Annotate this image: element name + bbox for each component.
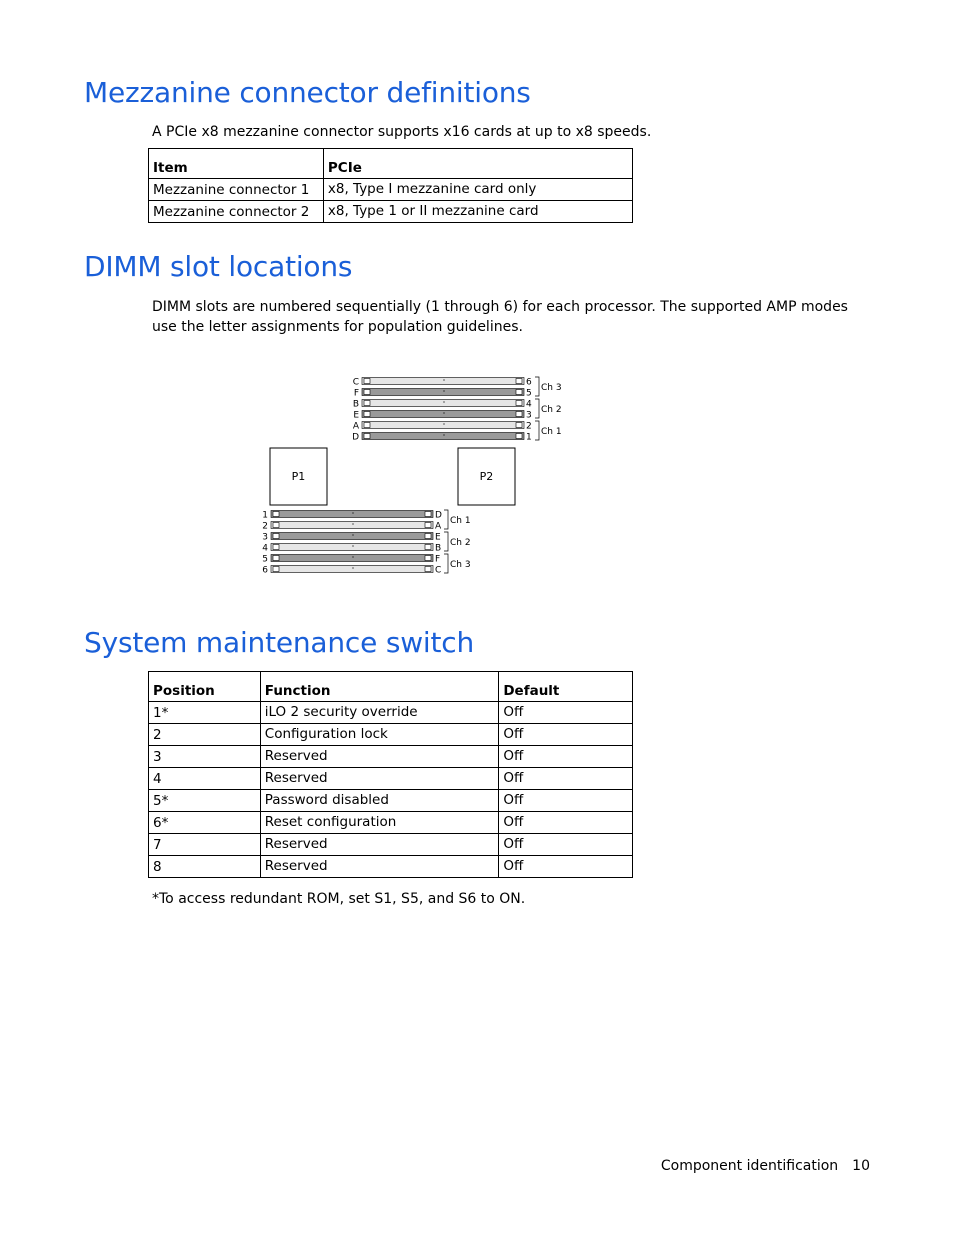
page-number: 10: [852, 1158, 870, 1174]
table-cell: 4: [149, 768, 261, 790]
dimm-intro: DIMM slots are numbered sequentially (1 through 6) for each processor. The supported AMP modes use the letter assignments for population guidelines.: [152, 299, 848, 335]
slot-latch-left: [364, 412, 370, 417]
column-header-function: Function: [260, 672, 499, 702]
switch-table: [148, 671, 633, 878]
dimm-slot: [271, 566, 433, 573]
mezzanine-intro: A PCIe x8 mezzanine connector supports x16 cards at up to x8 speeds.: [152, 124, 652, 140]
slot-latch-left: [364, 390, 370, 395]
column-header-item: Item: [149, 149, 324, 179]
slot-label-left: 6: [262, 565, 268, 576]
slot-label-right: A: [435, 521, 442, 532]
slot-label-right: 2: [526, 421, 532, 432]
channel-label: Ch 1: [541, 427, 562, 437]
slot-latch-left: [273, 556, 279, 561]
slot-label-left: D: [352, 432, 359, 443]
slot-label-left: 5: [262, 554, 268, 565]
dimm-slot: [362, 400, 524, 407]
slot-label-right: D: [435, 510, 442, 521]
dimm-slot-diagram: [255, 370, 585, 580]
slot-label-right: C: [435, 565, 442, 576]
slot-latch-right: [516, 401, 522, 406]
table-cell: Configuration lock: [260, 724, 499, 746]
switch-heading: System maintenance switch: [84, 626, 475, 659]
table-row: [149, 702, 633, 724]
slot-latch-right: [516, 379, 522, 384]
table-cell: 6*: [149, 812, 261, 834]
table-cell: 2: [149, 724, 261, 746]
slot-label-right: E: [435, 532, 441, 543]
dimm-slot: [362, 422, 524, 429]
table-row: [149, 790, 633, 812]
slot-latch-left: [364, 434, 370, 439]
slot-label-left: 1: [262, 510, 268, 521]
dimm-slot: [362, 389, 524, 396]
table-cell: Off: [499, 856, 633, 878]
top-dimm-bank: [352, 377, 562, 443]
dimm-slot: [362, 378, 524, 385]
table-cell: Off: [499, 790, 633, 812]
dimm-slot: [362, 433, 524, 440]
channel-label: Ch 2: [541, 405, 562, 415]
slot-latch-right: [516, 390, 522, 395]
table-row: [149, 856, 633, 878]
slot-label-left: C: [352, 377, 359, 388]
slot-latch-left: [273, 523, 279, 528]
channel-bracket: [535, 421, 539, 440]
dimm-slot: [362, 411, 524, 418]
table-cell: x8, Type I mezzanine card only: [323, 179, 632, 201]
table-header-row: [149, 149, 633, 179]
slot-latch-right: [516, 423, 522, 428]
table-cell: Mezzanine connector 2: [149, 201, 324, 223]
table-row: [149, 812, 633, 834]
table-cell: Off: [499, 768, 633, 790]
dimm-slot: [271, 522, 433, 529]
channel-bracket: [444, 510, 448, 529]
table-row: [149, 724, 633, 746]
table-cell: Off: [499, 702, 633, 724]
table-row: [149, 179, 633, 201]
slot-latch-left: [273, 545, 279, 550]
table-cell: Password disabled: [260, 790, 499, 812]
dimm-heading: DIMM slot locations: [84, 250, 353, 283]
table-cell: 3: [149, 746, 261, 768]
mezzanine-table: [148, 148, 633, 223]
channel-bracket: [535, 377, 539, 396]
table-cell: Mezzanine connector 1: [149, 179, 324, 201]
column-header-pcie: PCIe: [323, 149, 632, 179]
slot-latch-left: [273, 512, 279, 517]
table-cell: 7: [149, 834, 261, 856]
channel-bracket: [535, 399, 539, 418]
slot-latch-left: [273, 567, 279, 572]
slot-label-right: B: [435, 543, 442, 554]
slot-latch-right: [425, 523, 431, 528]
slot-label-left: 3: [262, 532, 268, 543]
slot-label-right: 4: [526, 399, 532, 410]
table-header-row: [149, 672, 633, 702]
slot-latch-right: [516, 412, 522, 417]
bottom-dimm-bank: [262, 510, 470, 576]
table-cell: 8: [149, 856, 261, 878]
table-cell: Off: [499, 812, 633, 834]
table-cell: iLO 2 security override: [260, 702, 499, 724]
page-footer: [661, 1158, 870, 1174]
slot-latch-right: [425, 556, 431, 561]
table-cell: x8, Type 1 or II mezzanine card: [323, 201, 632, 223]
slot-latch-left: [364, 401, 370, 406]
mezzanine-heading: Mezzanine connector definitions: [84, 76, 531, 109]
slot-latch-left: [273, 534, 279, 539]
table-cell: Off: [499, 746, 633, 768]
dimm-slot: [271, 511, 433, 518]
table-cell: Reserved: [260, 834, 499, 856]
table-cell: Reserved: [260, 856, 499, 878]
dimm-slot: [271, 533, 433, 540]
slot-label-left: F: [353, 388, 359, 399]
switch-footnote: *To access redundant ROM, set S1, S5, and S6 to ON.: [152, 891, 526, 907]
channel-label: Ch 3: [450, 560, 471, 570]
slot-latch-right: [516, 434, 522, 439]
table-cell: 1*: [149, 702, 261, 724]
table-row: [149, 201, 633, 223]
channel-bracket: [444, 554, 448, 573]
slot-label-left: A: [352, 421, 359, 432]
slot-latch-right: [425, 512, 431, 517]
processor-p2-label: P2: [479, 470, 494, 483]
slot-label-left: 4: [262, 543, 268, 554]
slot-label-right: 1: [526, 432, 532, 443]
slot-label-left: B: [352, 399, 359, 410]
slot-label-left: E: [353, 410, 359, 421]
column-header-position: Position: [149, 672, 261, 702]
processor-p1-label: P1: [291, 470, 306, 483]
table-row: [149, 834, 633, 856]
slot-label-right: 6: [526, 377, 532, 388]
channel-label: Ch 2: [450, 538, 471, 548]
dimm-slot: [271, 555, 433, 562]
table-row: [149, 768, 633, 790]
slot-label-right: 5: [526, 388, 532, 399]
column-header-default: Default: [499, 672, 633, 702]
channel-bracket: [444, 532, 448, 551]
table-cell: 5*: [149, 790, 261, 812]
table-cell: Off: [499, 834, 633, 856]
table-cell: Reserved: [260, 768, 499, 790]
slot-label-right: F: [435, 554, 441, 565]
slot-latch-left: [364, 379, 370, 384]
slot-label-left: 2: [262, 521, 268, 532]
slot-latch-right: [425, 567, 431, 572]
table-cell: Off: [499, 724, 633, 746]
table-row: [149, 746, 633, 768]
dimm-slot: [271, 544, 433, 551]
table-cell: Reset configuration: [260, 812, 499, 834]
slot-latch-left: [364, 423, 370, 428]
slot-label-right: 3: [526, 410, 532, 421]
channel-label: Ch 1: [450, 516, 471, 526]
slot-latch-right: [425, 534, 431, 539]
table-cell: Reserved: [260, 746, 499, 768]
slot-latch-right: [425, 545, 431, 550]
footer-section-name: Component identification: [660, 1158, 839, 1174]
channel-label: Ch 3: [541, 383, 562, 393]
